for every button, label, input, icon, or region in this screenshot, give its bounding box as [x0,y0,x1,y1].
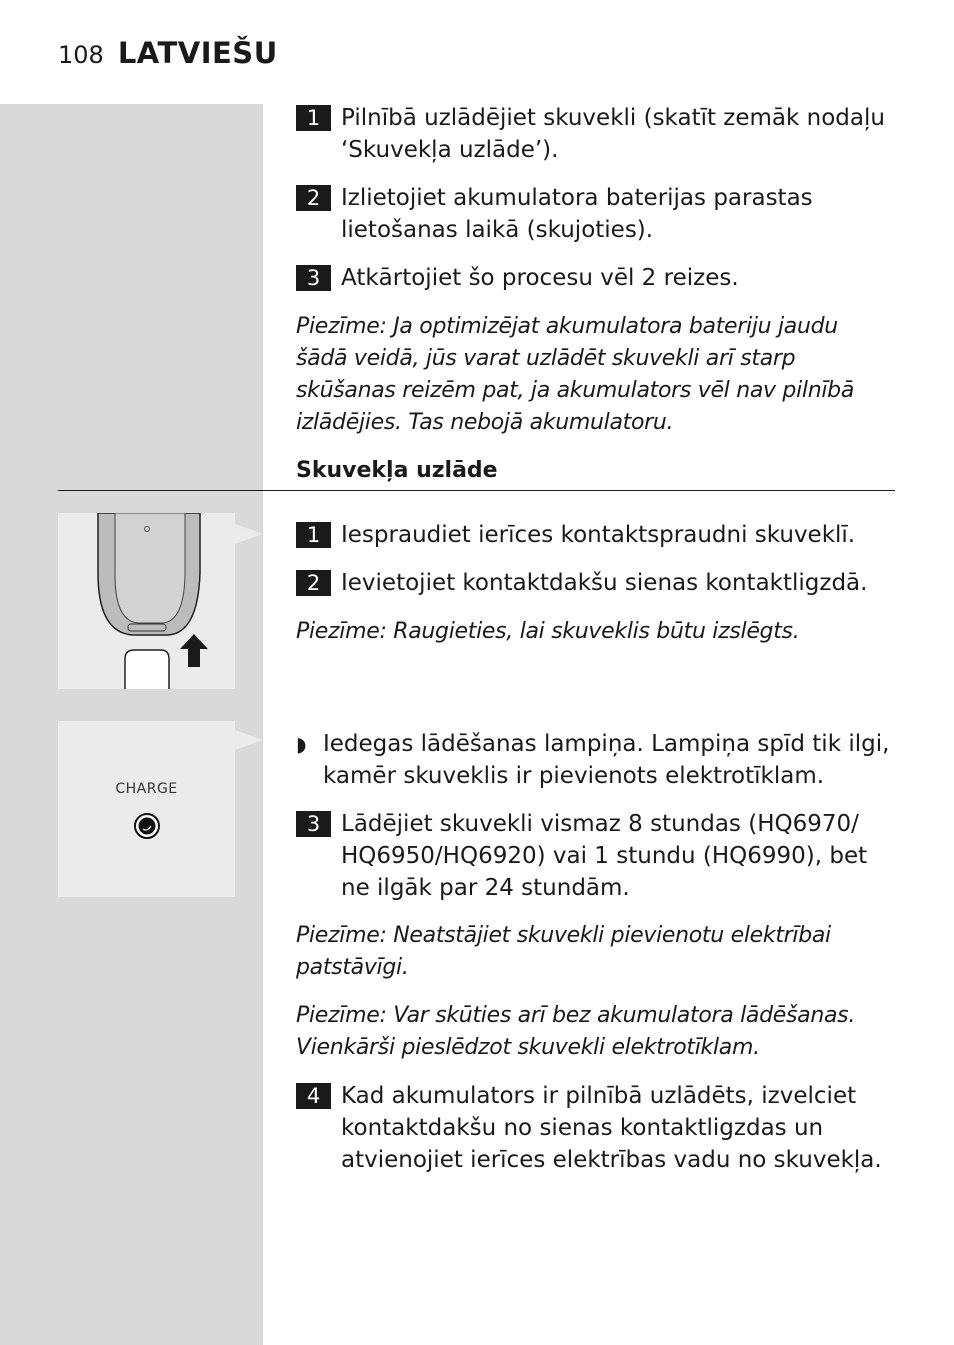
steps-block-b [296,519,896,599]
step-number: 1 [296,105,331,131]
step-number: 4 [296,1083,331,1109]
illustration-plug-shaver [58,513,235,689]
step-item [296,808,896,904]
section-title: Skuvekļa uzlāde [296,458,498,483]
bullet-block [296,728,896,792]
step-number: 2 [296,570,331,596]
shaver-plug-drawing [58,513,235,689]
steps-block-a [296,102,896,294]
step-number: 2 [296,185,331,211]
note-not-unattended: Piezīme: Neatstājiet skuvekli pievienotu elektrībai patstāvīgi. [296,923,831,980]
note-switched-off: Piezīme: Raugieties, lai skuveklis būtu izslēgts. [296,619,800,644]
note-without-charging: Piezīme: Var skūties arī bez akumulatora lādēšanas. Vienkārši pieslēdzot skuvekli elektrotīklam. [296,1003,856,1060]
step-text: Lādējiet skuvekli vismaz 8 stundas (HQ6970/ HQ6950/HQ6920) vai 1 stundu (HQ6990), bet ne ilgāk par 24 stundām. [341,811,868,901]
step-text: Iespraudiet ierīces kontaktspraudni skuveklī. [341,522,856,548]
step-item [296,567,896,599]
language-title: LATVIEŠU [117,36,278,70]
illustration-pointer [235,730,263,750]
bullet-icon: ◗ [296,732,307,756]
step-text: Kad akumulators ir pilnībā uzlādēts, izvelciet kontaktdakšu no sienas kontaktligzdas un atvienojiet ierīces elektrības vadu no skuvekļa. [341,1083,882,1173]
step-block-4 [296,1080,896,1176]
step-number: 1 [296,522,331,548]
bullet-text: Iedegas lādēšanas lampiņa. Lampiņa spīd tik ilgi, kamēr skuveklis ir pievienots elektrotīklam. [323,731,890,789]
step-item [296,182,896,246]
step-item [296,1080,896,1176]
illustration-pointer [235,524,263,544]
step-text: Izlietojiet akumulatora baterijas parastas lietošanas laikā (skujoties). [341,185,813,243]
step-number: 3 [296,265,331,291]
charge-light-icon [133,812,161,840]
step-item [296,519,896,551]
bullet-item [296,728,896,792]
step-text: Ievietojiet kontaktdakšu sienas kontaktligzdā. [341,570,868,596]
step-item [296,102,896,166]
charge-label: CHARGE [115,781,178,797]
step-item [296,262,896,294]
step-text: Atkārtojiet šo procesu vēl 2 reizes. [341,265,739,291]
illustration-charge-light [58,721,235,897]
page-header [58,36,278,70]
step-number: 3 [296,811,331,837]
section-divider [58,490,895,491]
step-block-3 [296,808,896,904]
step-text: Pilnībā uzlādējiet skuvekli (skatīt zemāk nodaļu ‘Skuvekļa uzlāde’). [341,105,885,163]
note-optimize: Piezīme: Ja optimizējat akumulatora bateriju jaudu šādā veidā, jūs varat uzlādēt skuvekli arī starp skūšanas reizēm pat, ja akumulators vēl nav pilnībā izlādējies. Tas nebojā akumulatoru. [296,314,855,435]
page-number: 108 [58,41,104,69]
